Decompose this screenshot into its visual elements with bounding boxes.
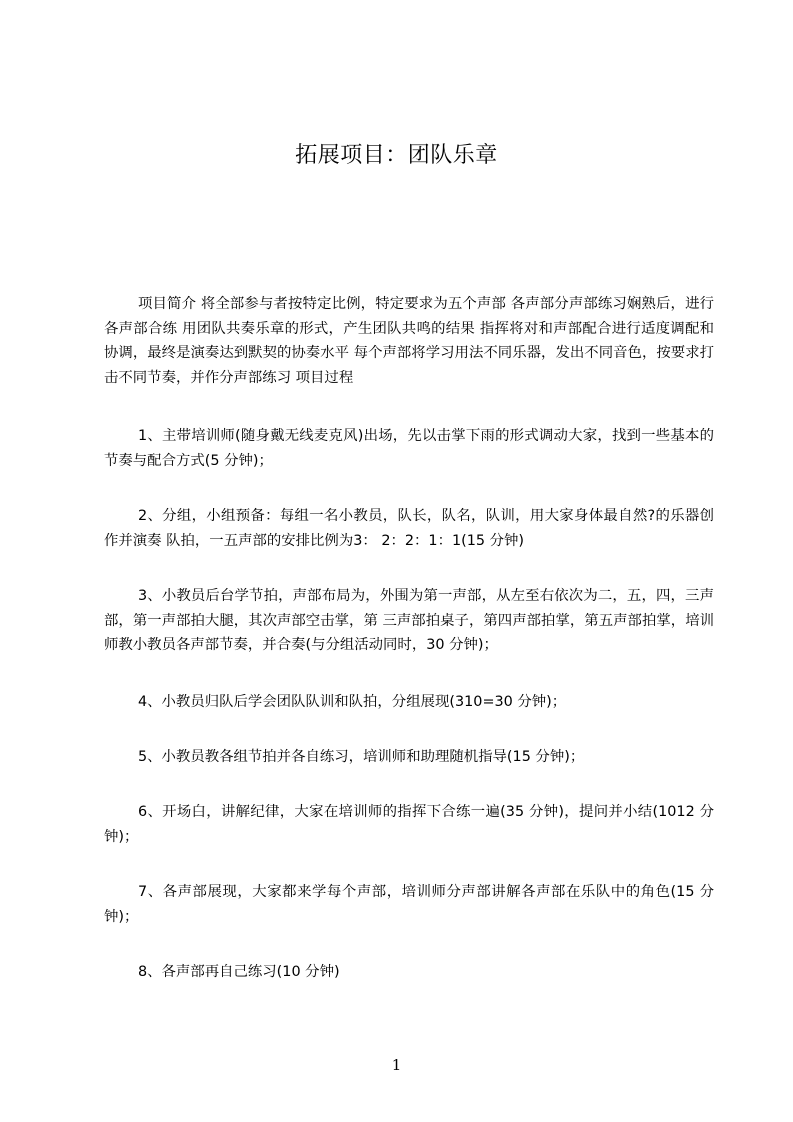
- step-2-paragraph: 2、分组，小组预备：每组一名小教员，队长，队名，队训，用大家身体最自然?的乐器创作并演奏 队拍，一五声部的安排比例为3： 2：2：1：1(15 分钟): [104, 508, 714, 549]
- page-title: 拓展项目：团队乐章: [295, 143, 498, 168]
- page-number: 1: [391, 1056, 402, 1074]
- step-7-paragraph: 7、各声部展现，大家都来学每个声部，培训师分声部讲解各声部在乐队中的角色(15 分钟)；: [104, 884, 714, 925]
- step-4-paragraph: 4、小教员归队后学会团队队训和队拍，分组展现(310=30 分钟)；: [138, 694, 567, 710]
- step-1-paragraph: 1、主带培训师(随身戴无线麦克风)出场，先以击掌下雨的形式调动大家，找到一些基本的节奏与配合方式(5 分钟)；: [104, 428, 714, 469]
- intro-paragraph: 项目简介 将全部参与者按特定比例，特定要求为五个声部 各声部分声部练习娴熟后，进行各声部合练 用团队共奏乐章的形式，产生团队共鸣的结果 指挥将对和声部配合进行适度调配和协调，最终是演奏达到默契的协奏水平 每个声部将学习用法不同乐器，发出不同音色，按要求打击不同节奏，并作分声部练习 项目过程: [104, 296, 714, 386]
- step-6-paragraph: 6、开场白，讲解纪律，大家在培训师的指挥下合练一遍(35 分钟)，提问并小结(1012 分钟)；: [104, 804, 714, 845]
- step-5-paragraph: 5、小教员教各组节拍并各自练习，培训师和助理随机指导(15 分钟)；: [138, 749, 585, 765]
- step-3-paragraph: 3、小教员后台学节拍，声部布局为，外围为第一声部，从左至右依次为二，五，四，三声部，第一声部拍大腿，其次声部空击掌，第 三声部拍桌子，第四声部拍掌，第五声部拍掌，培训师教小教员各声部节奏，并合奏(与分组活动同时，30 分钟)；: [104, 588, 714, 653]
- step-8-paragraph: 8、各声部再自己练习(10 分钟): [138, 964, 340, 980]
